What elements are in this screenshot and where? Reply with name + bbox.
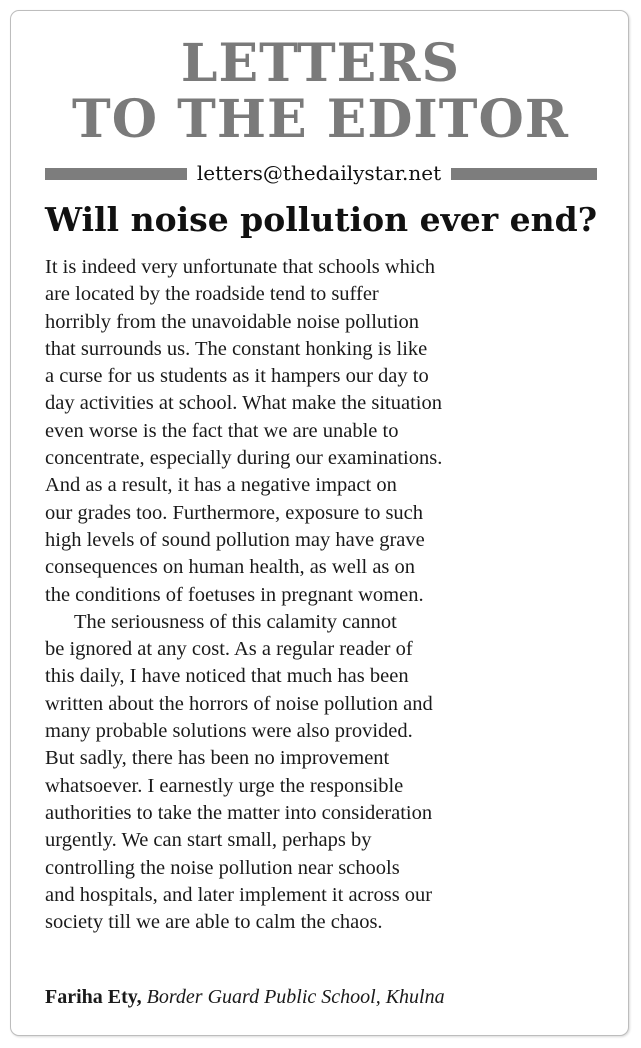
body-line: controlling the noise pollution near schools xyxy=(45,856,400,879)
author-affiliation: Border Guard Public School, Khulna xyxy=(146,986,445,1008)
body-line: and hospitals, and later implement it across our xyxy=(45,883,433,906)
body-line: whatsoever. I earnestly urge the responsible xyxy=(45,774,404,797)
body-line: But sadly, there has been no improvement xyxy=(45,747,390,770)
body-line: written about the horrors of noise pollution and xyxy=(45,692,433,715)
masthead-rule-left xyxy=(45,168,187,180)
body-line: And as a result, it has a negative impact on xyxy=(45,474,397,497)
body-line: urgently. We can start small, perhaps by xyxy=(45,829,372,852)
body-line: are located by the roadside tend to suffer xyxy=(45,283,379,306)
body-line: It is indeed very unfortunate that schools which xyxy=(45,256,435,278)
editor-email: letters@thedailystar.net xyxy=(196,161,442,185)
paragraph-1 xyxy=(45,254,595,609)
author-name: Fariha Ety, xyxy=(45,986,142,1008)
body-line: our grades too. Furthermore, exposure to such xyxy=(45,501,424,524)
masthead-title-line2: TO THE EDITOR xyxy=(72,89,569,150)
body-line: be ignored at any cost. As a regular reader of xyxy=(45,638,413,661)
body-line: consequences on human health, as well as on xyxy=(45,556,416,579)
body-line: concentrate, especially during our examinations. xyxy=(45,447,443,470)
masthead-title-line1: LETTERS xyxy=(180,33,461,94)
body-line: high levels of sound pollution may have grave xyxy=(45,528,425,551)
paragraph-2 xyxy=(45,609,595,937)
letter-signature xyxy=(45,983,445,1011)
body-line: the conditions of foetuses in pregnant women. xyxy=(45,583,424,606)
body-line: day activities at school. What make the situation xyxy=(45,392,442,415)
body-line: The seriousness of this calamity cannot xyxy=(74,610,397,633)
body-line: horribly from the unavoidable noise pollution xyxy=(45,310,420,333)
body-line: society till we are able to calm the chaos. xyxy=(45,911,383,934)
body-line: that surrounds us. The constant honking is like xyxy=(45,337,428,360)
body-line: a curse for us students as it hampers our day to xyxy=(45,365,429,388)
body-line: this daily, I have noticed that much has been xyxy=(45,665,409,688)
letter-body xyxy=(45,254,595,936)
letter-headline: Will noise pollution ever end? xyxy=(45,200,598,239)
body-line: authorities to take the matter into consideration xyxy=(45,801,433,824)
masthead-rule-right xyxy=(451,168,597,180)
body-line: many probable solutions were also provided. xyxy=(45,720,413,743)
body-line: even worse is the fact that we are unable to xyxy=(45,419,399,442)
